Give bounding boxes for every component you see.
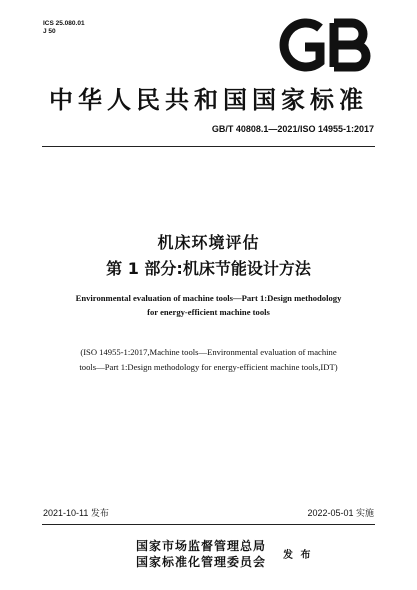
publish-label: 发 布 bbox=[283, 550, 313, 561]
header-divider bbox=[42, 146, 375, 147]
issuer-line-2: 国家标准化管理委员会 bbox=[136, 555, 267, 569]
classification-codes bbox=[43, 20, 85, 36]
iso-identity-line-1: (ISO 14955-1:2017,Machine tools—Environmental evaluation of machine bbox=[80, 347, 337, 357]
iso-identity-line-2: tools—Part 1:Design methodology for energy-efficient machine tools,IDT) bbox=[79, 362, 338, 372]
ics-code: ICS 25.080.01 bbox=[43, 20, 85, 27]
footer-divider bbox=[42, 524, 375, 525]
standard-type-title: 中华人民共和国国家标准 bbox=[49, 86, 368, 114]
standard-number: GB/T 40808.1—2021/ISO 14955-1:2017 bbox=[211, 124, 374, 134]
ccs-code: J 50 bbox=[43, 28, 56, 35]
gb-logo-icon bbox=[278, 16, 374, 74]
implementation-date: 2022-05-01 实施 bbox=[307, 508, 374, 518]
chinese-title-line-2: 第 1 部分:机床节能设计方法 bbox=[106, 259, 311, 278]
issue-date: 2021-10-11 发布 bbox=[43, 508, 109, 518]
english-title-line-2: for energy-efficient machine tools bbox=[147, 307, 270, 317]
english-title-line-1: Environmental evaluation of machine tools—Part 1:Design methodology bbox=[75, 293, 342, 303]
chinese-title-line-1: 机床环境评估 bbox=[157, 233, 260, 252]
issuer-line-1: 国家市场监督管理总局 bbox=[136, 539, 267, 553]
